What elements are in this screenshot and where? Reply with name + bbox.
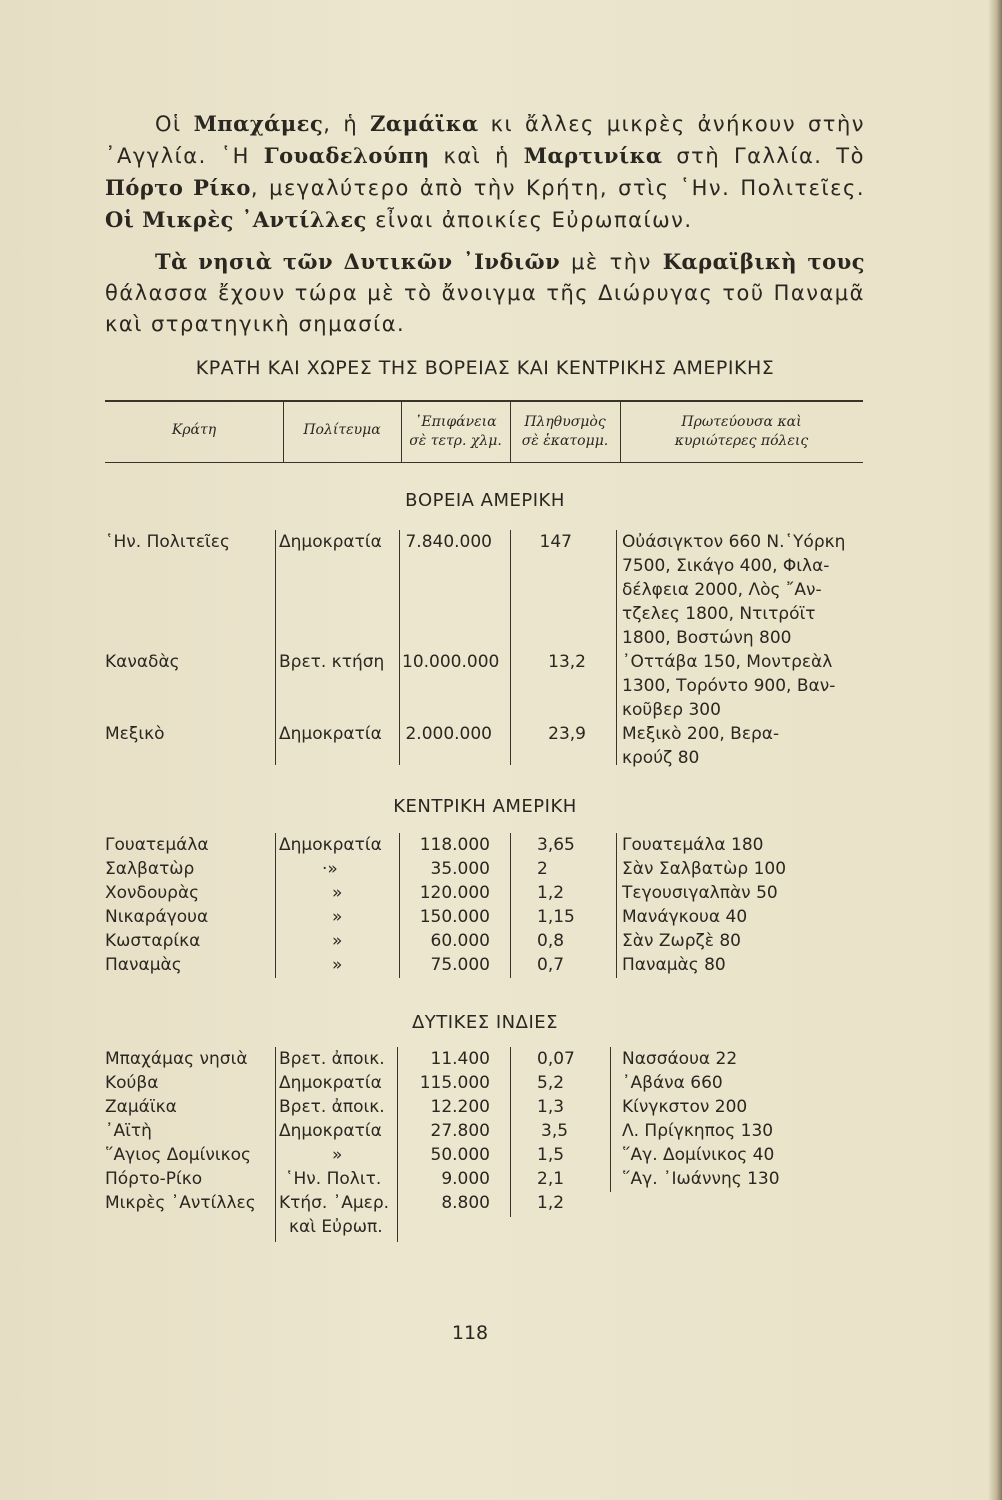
cell-area: 150.000 xyxy=(419,907,490,927)
cell-population: 1,3 xyxy=(537,1097,565,1117)
cell-state: Μικρὲς ᾿Αντίλλες xyxy=(105,1193,256,1213)
cell-cities: Λ. Πρίγκηπος 130 xyxy=(622,1121,774,1141)
column-divider xyxy=(510,833,511,978)
bold-term: Τὰ νησιὰ τῶν Δυτικῶν ᾿Ινδιῶν xyxy=(155,249,561,274)
cell-state: Μπαχάμας νησιὰ xyxy=(105,1049,248,1069)
cell-cities-line: Οὐάσιγκτον 660 Ν.῾Υόρκη xyxy=(622,532,846,552)
cell-cities: Γουατεμάλα 180 xyxy=(622,835,764,855)
cell-area: 11.400 xyxy=(430,1049,490,1069)
cell-area: 50.000 xyxy=(430,1145,490,1165)
cell-state: Παναμὰς xyxy=(105,955,182,975)
intro-paragraph-2 xyxy=(105,246,865,340)
cell-cities: ῞Αγ. ᾿Ιωάννης 130 xyxy=(622,1169,780,1189)
column-divider xyxy=(275,530,276,765)
cell-population: 0,7 xyxy=(537,955,565,975)
cell-area: 75.000 xyxy=(430,955,490,975)
cell-area: 118.000 xyxy=(419,835,490,855)
cell-regime: Δημοκρατία xyxy=(279,1073,382,1093)
cell-regime: Δημοκρατία xyxy=(279,724,382,744)
cell-regime: Δημοκρατία xyxy=(279,835,382,855)
cell-regime: » xyxy=(332,907,343,927)
text-run: , ἡ xyxy=(323,112,371,136)
cell-cities-line: ᾿Οττάβα 150, Μοντρεὰλ xyxy=(622,652,833,672)
cell-state: Ζαμάϊκα xyxy=(105,1097,177,1117)
header-pop-1: Πληθυσμὸς xyxy=(524,414,606,430)
header-cities-1: Πρωτεύουσα καὶ xyxy=(681,414,802,430)
cell-population: 5,2 xyxy=(537,1073,565,1093)
column-divider xyxy=(275,1047,276,1242)
section-central-america: ΚΕΝΤΡΙΚΗ ΑΜΕΡΙΚΗ xyxy=(393,796,577,817)
header-top-rule xyxy=(105,400,863,402)
cell-cities-line: κρούζ 80 xyxy=(622,748,700,768)
bold-term: Μπαχάμες xyxy=(193,111,324,136)
cell-regime: » xyxy=(332,931,343,951)
bold-term: Ζαμάϊκα xyxy=(370,111,479,136)
cell-regime: » xyxy=(332,955,343,975)
cell-area: 35.000 xyxy=(430,859,490,879)
header-area-2: σὲ τετρ. χλμ. xyxy=(409,433,502,449)
column-divider xyxy=(275,833,276,978)
cell-regime: Βρετ. κτήση xyxy=(279,652,385,672)
cell-cities: Σὰν Ζωρζὲ 80 xyxy=(622,931,741,951)
cell-state: ᾿Αϊτὴ xyxy=(105,1121,152,1141)
cell-population: 1,5 xyxy=(537,1145,565,1165)
section-north-america: ΒΟΡΕΙΑ ΑΜΕΡΙΚΗ xyxy=(405,490,565,511)
cell-cities: Κίνγκστον 200 xyxy=(622,1097,748,1117)
column-divider xyxy=(510,530,511,765)
cell-cities-line: δέλφεια 2000, Λὸς ῎Αν- xyxy=(622,580,822,600)
cell-state: ῾Ην. Πολιτεῖες xyxy=(105,532,230,552)
column-divider xyxy=(616,530,617,765)
cell-population: 3,5 xyxy=(541,1121,569,1141)
cell-state: Μεξικὸ xyxy=(105,724,165,744)
cell-population: 23,9 xyxy=(548,724,586,744)
cell-state: Καναδὰς xyxy=(105,652,180,672)
cell-cities-line: κοῦβερ 300 xyxy=(622,700,721,720)
header-regime: Πολίτευμα xyxy=(303,422,381,438)
bold-term: Πόρτο Ρίκο xyxy=(105,175,251,200)
cell-cities: Παναμὰς 80 xyxy=(622,955,726,975)
cell-area: 12.200 xyxy=(430,1097,490,1117)
cell-cities-line: 1300, Τορόντο 900, Βαν- xyxy=(622,676,836,696)
cell-population: 2,1 xyxy=(537,1169,565,1189)
text-run: Οἱ xyxy=(155,112,194,136)
cell-area: 10.000.000 xyxy=(402,652,500,672)
column-divider xyxy=(399,833,400,978)
section-west-indies: ΔΥΤΙΚΕΣ ΙΝΔΙΕΣ xyxy=(411,1012,559,1033)
column-divider xyxy=(397,1047,398,1242)
page-number: 118 xyxy=(451,1322,489,1344)
cell-state: Κούβα xyxy=(105,1073,159,1093)
intro-text xyxy=(105,108,865,350)
cell-regime: » xyxy=(332,883,343,903)
bold-term: Μαρτινίκα xyxy=(523,143,663,168)
cell-regime: ·» xyxy=(322,859,338,879)
cell-state: Σαλβατὼρ xyxy=(105,859,195,879)
cell-area: 120.000 xyxy=(419,883,490,903)
cell-area: 8.800 xyxy=(441,1193,490,1213)
bold-term: Καραϊβικὴ τους xyxy=(662,249,865,274)
cell-cities-line: Μεξικὸ 200, Βερα- xyxy=(622,724,780,744)
header-cities-2: κυριώτερες πόλεις xyxy=(674,433,809,449)
cell-area: 7.840.000 xyxy=(405,532,492,552)
cell-population: 1,15 xyxy=(537,907,575,927)
cell-population: 1,2 xyxy=(537,1193,565,1213)
table-title: ΚΡΑΤΗ ΚΑΙ ΧΩΡΕΣ ΤΗΣ ΒΟΡΕΙΑΣ ΚΑΙ ΚΕΝΤΡΙΚΗΣ ΑΜΕΡΙΚΗΣ xyxy=(195,357,775,379)
column-divider xyxy=(399,530,400,765)
cell-area: 2.000.000 xyxy=(405,724,492,744)
cell-cities: Μανάγκουα 40 xyxy=(622,907,748,927)
cell-state: Χονδουρὰς xyxy=(105,883,200,903)
cell-population: 0,07 xyxy=(537,1049,575,1069)
text-run: μὲ τὴν xyxy=(560,250,663,274)
column-divider xyxy=(610,1047,611,1192)
cell-state: Γουατεμάλα xyxy=(105,835,209,855)
cell-regime-line-2: καὶ Εὐρωπ. xyxy=(289,1217,383,1237)
bold-term: Γουαδελούπη xyxy=(263,143,430,168)
cell-regime: Δημοκρατία xyxy=(279,1121,382,1141)
cell-area: 115.000 xyxy=(419,1073,490,1093)
cell-area: 9.000 xyxy=(441,1169,490,1189)
bold-term: Οἱ Μικρὲς ᾿Αντίλλες xyxy=(105,207,367,232)
cell-regime: Βρετ. ἀποικ. xyxy=(279,1097,385,1117)
intro-paragraph-1 xyxy=(105,108,865,236)
cell-regime: » xyxy=(332,1145,343,1165)
cell-cities: Σὰν Σαλβατὼρ 100 xyxy=(622,859,787,879)
cell-cities: ῞Αγ. Δομίνικος 40 xyxy=(622,1145,775,1165)
cell-cities: Τεγουσιγαλπὰν 50 xyxy=(622,883,778,903)
text-run: , μεγαλύτερο ἀπὸ τὴν Κρήτη, στὶς ῾Ην. Πολιτεῖες. xyxy=(250,176,865,200)
cell-population: 2 xyxy=(537,859,548,879)
cell-cities-line: 7500, Σικάγο 400, Φιλα- xyxy=(622,556,830,576)
cell-cities-line: 1800, Βοστώνη 800 xyxy=(622,628,792,648)
cell-regime: Βρετ. ἀποικ. xyxy=(279,1049,385,1069)
header-area-1: ᾿Επιφάνεια xyxy=(414,414,497,430)
cell-state: Κωσταρίκα xyxy=(105,931,201,951)
text-run: καὶ ἡ xyxy=(429,144,524,168)
cell-population: 1,2 xyxy=(537,883,565,903)
column-divider xyxy=(616,833,617,978)
cell-cities: Νασσάουα 22 xyxy=(622,1049,738,1069)
cell-population: 0,8 xyxy=(537,931,565,951)
text-run: κι ἄλλες μικρὲς ἀνήκουν στὴν ᾿Αγγλία. ῾Η xyxy=(105,112,865,168)
cell-state: ῞Αγιος Δομίνικος xyxy=(105,1145,251,1165)
cell-cities: ᾿Αβάνα 660 xyxy=(622,1073,723,1093)
header-state: Κράτη xyxy=(171,422,217,438)
text-run: θάλασσα ἔχουν τώρα μὲ τὸ ἄνοιγμα τῆς Διώρυγας τοῦ Παναμᾶ καὶ στρατηγικὴ σημασία. xyxy=(105,281,865,336)
cell-area: 27.800 xyxy=(430,1121,490,1141)
cell-area: 60.000 xyxy=(430,931,490,951)
column-divider xyxy=(510,1047,511,1217)
cell-state: Πόρτο-Ρίκο xyxy=(105,1169,203,1189)
header-bottom-rule xyxy=(105,462,863,463)
text-run: στὴ Γαλλία. Τὸ xyxy=(662,144,865,168)
cell-population: 147 xyxy=(539,532,572,552)
header-pop-2: σὲ ἑκατομμ. xyxy=(521,433,609,449)
text-run: εἶναι ἀποικίες Εὐρωπαίων. xyxy=(366,208,693,232)
cell-population: 13,2 xyxy=(548,652,586,672)
page-edge-shadow xyxy=(988,0,1002,1500)
cell-population: 3,65 xyxy=(537,835,575,855)
cell-regime: Κτήσ. ᾿Αμερ. xyxy=(279,1193,390,1213)
cell-cities-line: τζελες 1800, Ντιτρόϊτ xyxy=(622,604,816,624)
cell-regime: ῾Ην. Πολιτ. xyxy=(285,1169,382,1189)
cell-state: Νικαράγουα xyxy=(105,907,209,927)
cell-regime: Δημοκρατία xyxy=(279,532,382,552)
